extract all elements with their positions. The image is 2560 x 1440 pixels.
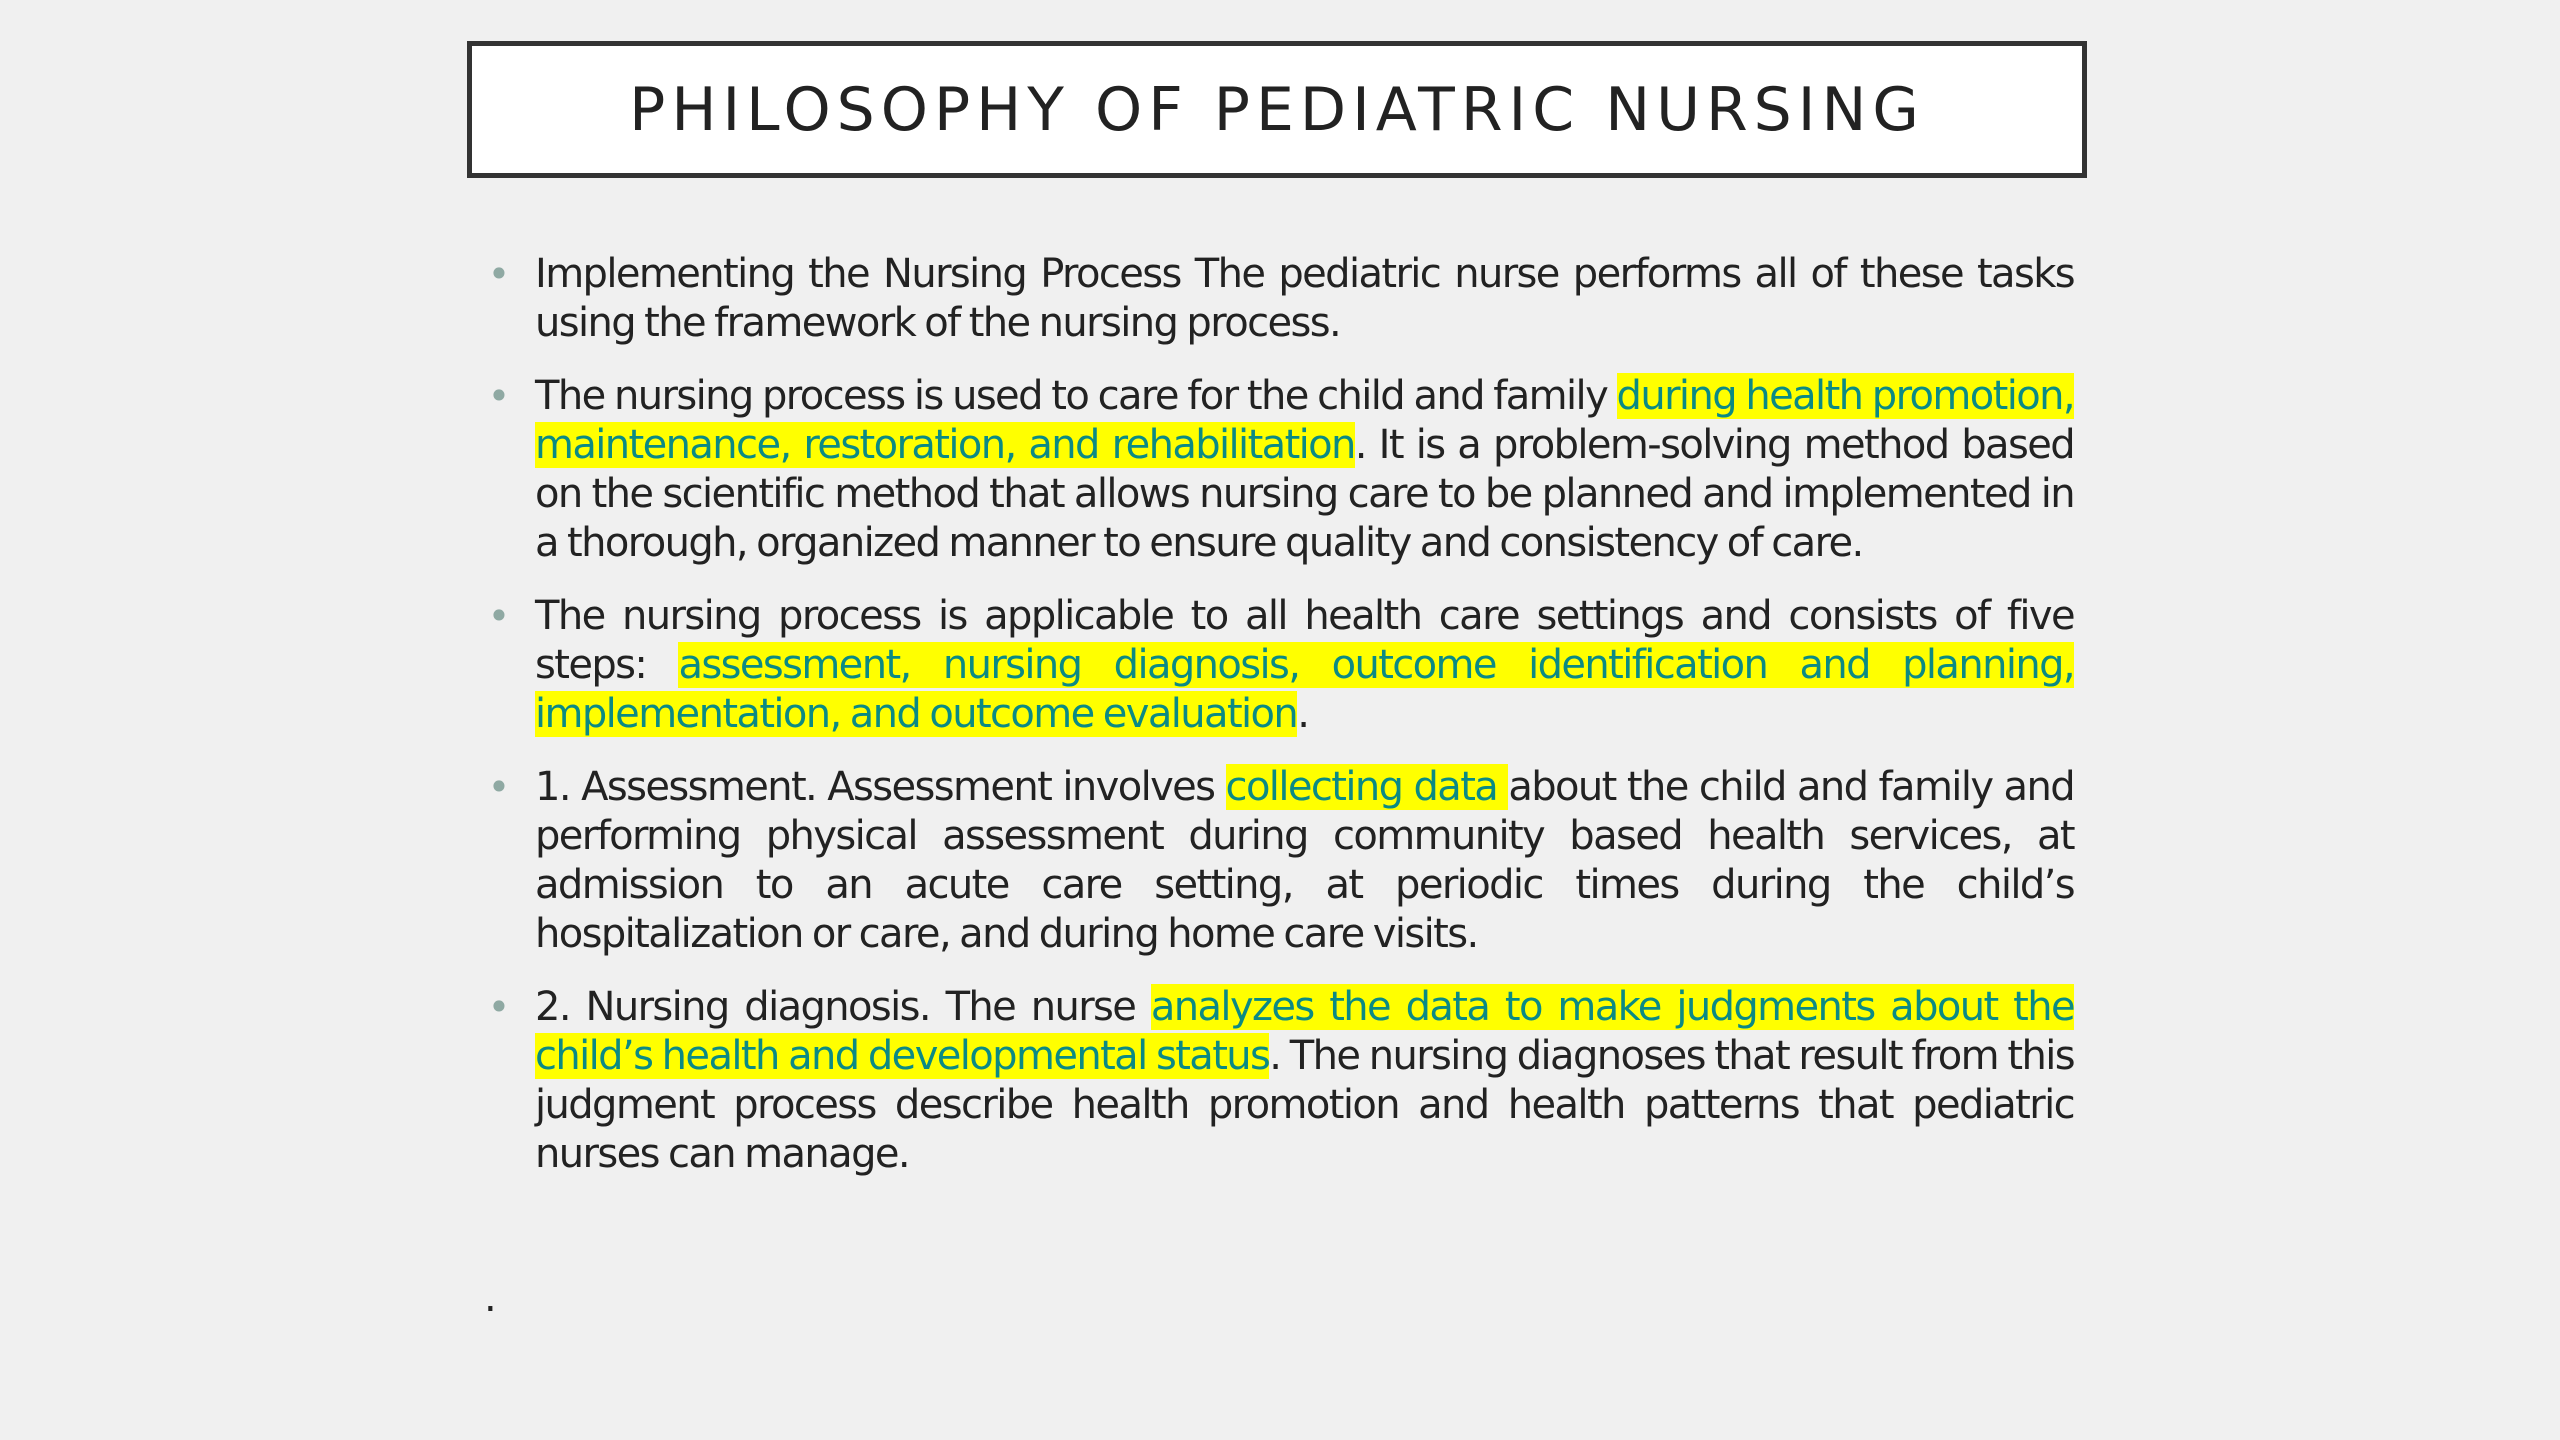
bullet-dot-icon: • [487,374,511,418]
trailing-period: . [484,1275,497,1321]
bullet-dot-icon: • [487,252,511,296]
bullet-text-segment: . [1297,691,1309,737]
bullet-item [484,983,2074,1179]
bullet-text-segment: The nursing process is applicable to all health care settings and consists of five steps: [535,593,2074,688]
bullet-dot-icon: • [487,765,511,809]
bullet-text-segment: Implementing the Nursing Process The pediatric nurse performs all of these tasks using the framework of the nursing process. [535,251,2074,346]
bullet-text-segment: 2. Nursing diagnosis. The nurse [535,984,1151,1030]
bullet-item [484,592,2074,739]
bullet-text [535,592,2074,739]
bullet-item [484,763,2074,959]
bullet-text-segment: . The nursing diagnoses that result from this judgment process describe health promotion and health patterns that pediatric nurses can manage. [535,1033,2074,1177]
bullet-text-segment: . It is a problem-solving method based on the scientific method that allows nursing care to be planned and implemented in a thorough, organized manner to ensure quality and consistency of care. [535,422,2074,566]
bullet-text [535,763,2074,959]
bullet-list [484,250,2074,1203]
title-box [467,41,2087,178]
bullet-item [484,250,2074,348]
bullet-dot-icon: • [487,985,511,1029]
bullet-text [535,983,2074,1179]
highlighted-text: analyzes the data to make judgments about the child’s health and developmental status [535,984,2074,1079]
highlighted-text: collecting data [1225,764,1509,810]
bullet-text-segment: The nursing process is used to care for the child and family [535,373,1617,419]
bullet-text [535,372,2074,568]
bullet-text-segment: 1. Assessment. Assessment involves [535,764,1226,810]
bullet-item [484,372,2074,568]
bullet-dot-icon: • [487,594,511,638]
highlighted-text: during health promotion, maintenance, restoration, and rehabilitation [535,373,2074,468]
bullet-text-segment: about the child and family and performing physical assessment during community based health services, at admission to an acute care setting, at periodic times during the child’s hospitalization or care, and during home care visits. [535,764,2074,957]
highlighted-text: assessment, nursing diagnosis, outcome identification and planning, implementation, and outcome evaluation [535,642,2075,737]
slide-title: PHILOSOPHY OF PEDIATRIC NURSING [629,74,1925,145]
bullet-text [535,250,2074,348]
